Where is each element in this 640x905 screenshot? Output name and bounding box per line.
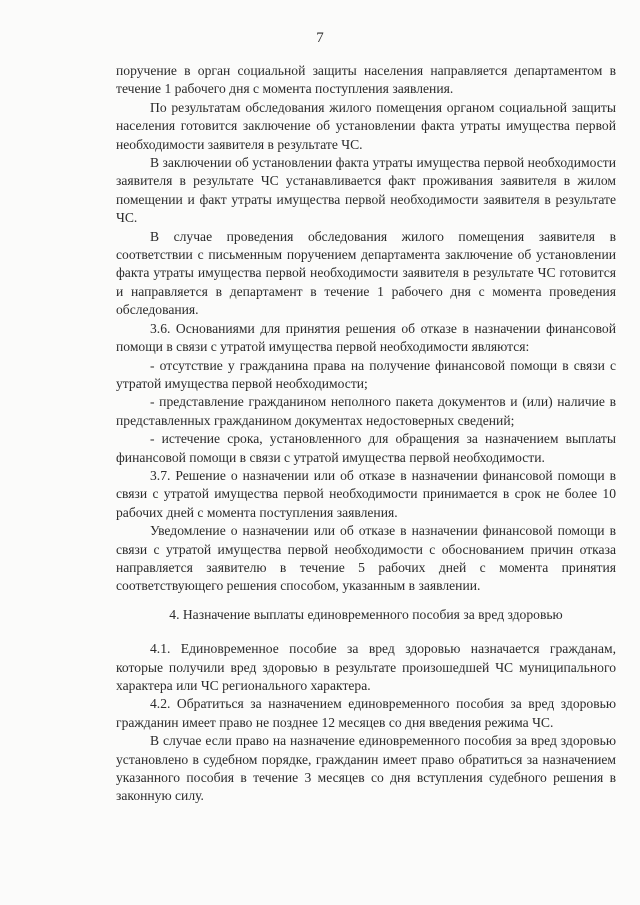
list-item: - отсутствие у гражданина права на получение финансовой помощи в связи с утратой имущества первой необходимости; — [116, 357, 616, 391]
paragraph: 4.1. Единовременное пособие за вред здоровью назначается гражданам, которые получили вред здоровью в результате произошедшей ЧС муниципального характера или ЧС регионального характера. — [116, 641, 616, 693]
section-heading: 4. Назначение выплаты единовременного пособия за вред здоровью — [169, 606, 563, 622]
list-item: - истечение срока, установленного для обращения за назначением выплаты финансовой помощи в связи с утратой имущества первой необходимости. — [116, 431, 616, 465]
paragraph: Уведомление о назначении или об отказе в назначении финансовой помощи в связи с утратой имущества первой необходимости с обоснованием причин отказа направляется заявителю в течение 5 рабочих дней с момента принятия соответствующего решения способом, указанным в заявлении. — [116, 523, 616, 594]
paragraph: поручение в орган социальной защиты населения направляется департаментом в течение 1 рабочего дня с момента поступления заявления. — [116, 63, 616, 97]
paragraph: В случае если право на назначение единовременного пособия за вред здоровью установлено в судебном порядке, гражданин имеет право обратиться за назначением указанного пособия в течение 3 месяцев со дня вступления судебного решения в законную силу. — [116, 733, 616, 804]
list-item: - представление гражданином неполного пакета документов и (или) наличие в представленных гражданином документах недостоверных сведений; — [116, 394, 616, 428]
document-body — [116, 62, 616, 806]
paragraph: 3.7. Решение о назначении или об отказе в назначении финансовой помощи в связи с утратой имущества первой необходимости принимается в срок не более 10 рабочих дней с момента поступления заявления. — [116, 467, 616, 520]
page-number: 7 — [316, 30, 324, 46]
paragraph: По результатам обследования жилого помещения органом социальной защиты населения готовится заключение об установлении факта утраты имущества первой необходимости заявителя в результате ЧС. — [116, 99, 616, 152]
paragraph: 4.2. Обратиться за назначением единовременного пособия за вред здоровью гражданин имеет право не позднее 12 месяцев со дня введения режима ЧС. — [116, 696, 616, 730]
paragraph: 3.6. Основаниями для принятия решения об отказе в назначении финансовой помощи в связи с утратой имущества первой необходимости являются: — [116, 320, 616, 355]
paragraph: В заключении об установлении факта утраты имущества первой необходимости заявителя в результате ЧС устанавливается факт проживания заявителя в жилом помещении и факт утраты имущества первой необходимости заявителя в результате ЧС. — [116, 155, 616, 226]
paragraph: В случае проведения обследования жилого помещения заявителя в соответствии с письменным поручением департамента заключение об установлении факта утраты имущества первой необходимости заявителя в результате ЧС готовится и направляется в департамент в течение 1 рабочего дня с момента проведения обследования. — [116, 228, 616, 318]
